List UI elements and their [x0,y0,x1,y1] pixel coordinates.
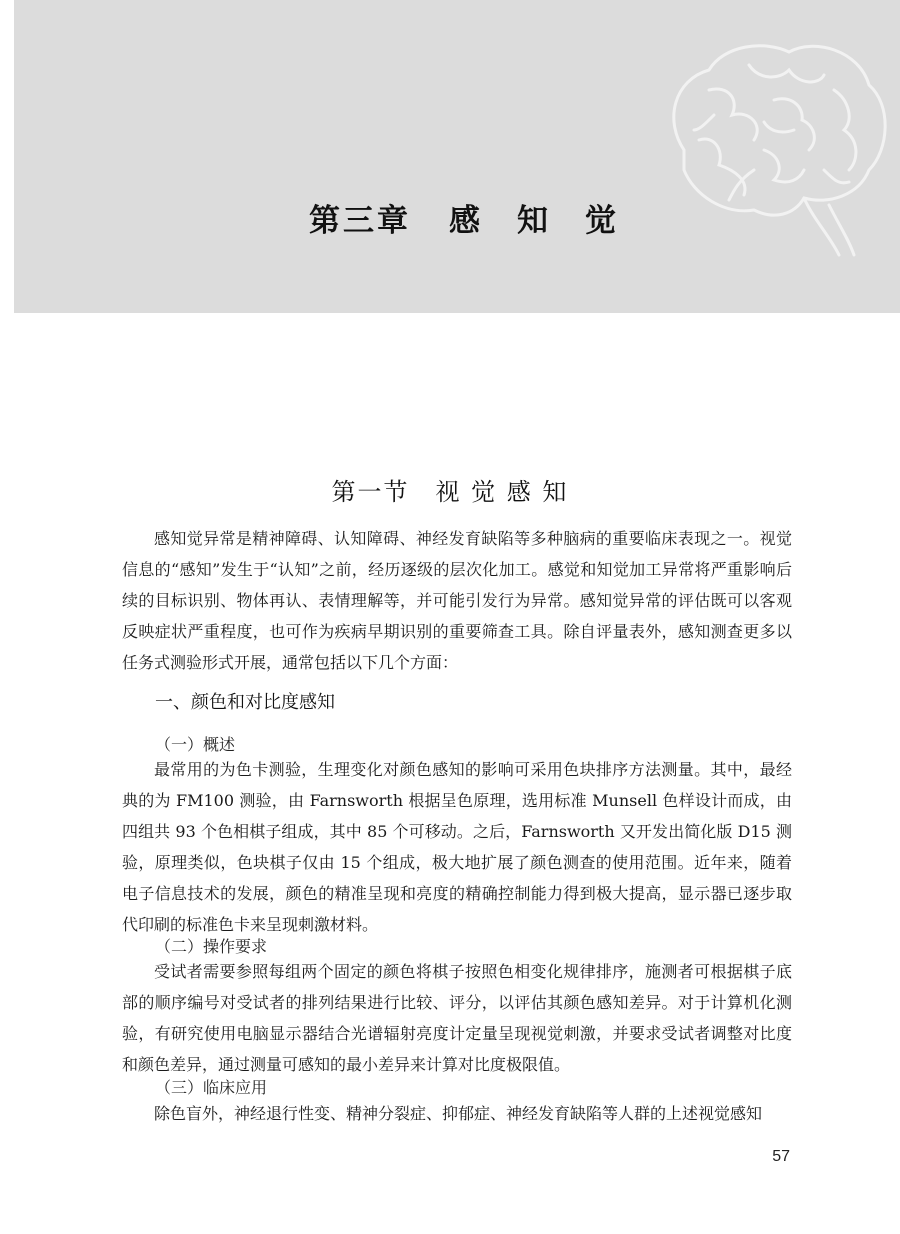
section-number: 第一节 [331,478,410,506]
part-2-heading: （二）操作要求 [155,937,268,956]
part-2-text: 受试者需要参照每组两个固定的颜色将棋子按照色相变化规律排序，施测者可根据棋子底部的顺序编号对受试者的排列结果进行比较、评分，以评估其颜色感知差异。对于计算机化测验，有研究使用电脑显示器结合光谱辐射亮度计定量呈现视觉刺激，并要求受试者调整对比度和颜色差异，通过测量可感知的最小差异来计算对比度极限值。 [122,962,792,1074]
section-title [0,472,900,507]
chapter-number: 第三章 [309,203,411,239]
part-3-text: 除色盲外，神经退行性变、精神分裂症、抑郁症、神经发育缺陷等人群的上述视觉感知 [154,1104,763,1123]
subsection-heading: 一、颜色和对比度感知 [155,692,335,713]
chapter-banner [14,0,900,313]
section-name: 视 觉 感 知 [435,478,569,506]
chapter-name: 感 知 觉 [449,203,619,239]
part-1-heading: （一）概述 [155,735,236,754]
part-1-text: 最常用的为色卡测验，生理变化对颜色感知的影响可采用色块排序方法测量。其中，最经典的为 FM100 测验，由 Farnsworth 根据呈色原理，选用标准 Munsell 色样设计而成，由四组共 93 个色相棋子组成，其中 85 个可移动。之后，Farnsworth 又开发出简化版 D15 测验，原理类似，色块棋子仅由 15 个组成，极大地扩展了颜色测查的使用范围。近年来，随着电子信息技术的发展，颜色的精准呈现和亮度的精确控制能力得到极大提高，显示器已逐步取代印刷的标准色卡来呈现刺激材料。 [122,760,792,934]
intro-paragraph: 感知觉异常是精神障碍、认知障碍、神经发育缺陷等多种脑病的重要临床表现之一。视觉信息的“感知”发生于“认知”之前，经历逐级的层次化加工。感觉和知觉加工异常将严重影响后续的目标识别、物体再认、表情理解等，并可能引发行为异常。感知觉异常的评估既可以客观反映症状严重程度，也可作为疾病早期识别的重要筛查工具。除自评量表外，感知测查更多以任务式测验形式开展，通常包括以下几个方面： [122,529,792,672]
part-3-heading: （三）临床应用 [155,1078,268,1097]
chapter-title [14,195,900,240]
page-number: 57 [772,1148,790,1165]
